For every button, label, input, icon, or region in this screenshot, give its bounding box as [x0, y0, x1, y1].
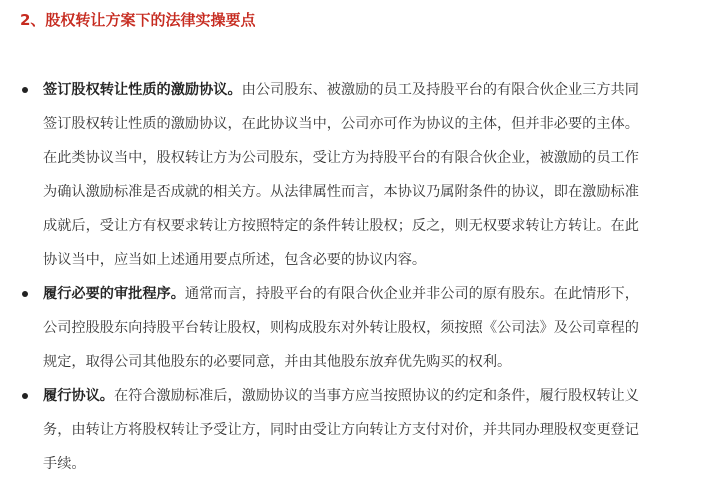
- item-line: [43, 283, 639, 305]
- item-text: 由公司股东、被激励的员工及持股平台的有限合伙企业三方共同: [241, 82, 639, 98]
- item-line: 在此类协议当中，股权转让方为公司股东，受让方为持股平台的有限合伙企业，被激励的员工作: [43, 150, 639, 166]
- item-title: 履行必要的审批程序。: [43, 286, 185, 302]
- item-line: 手续。: [43, 456, 86, 472]
- item-line: 签订股权转让性质的激励协议，在此协议当中，公司亦可作为协议的主体，但并非必要的主体。: [43, 116, 639, 132]
- item-line: 协议当中，应当如上述通用要点所述，包含必要的协议内容。: [43, 252, 427, 268]
- bullet-icon: [22, 87, 28, 93]
- item-line: 为确认激励标准是否成就的相关方。从法律属性而言，本协议乃属附条件的协议，即在激励标准: [43, 184, 639, 200]
- item-title: 签订股权转让性质的激励协议。: [43, 82, 242, 98]
- item-title: 履行协议。: [43, 388, 114, 404]
- item-text: 在符合激励标准后，激励协议的当事方应当按照协议的约定和条件，履行股权转让义: [113, 388, 639, 404]
- section-heading: 2、股权转让方案下的法律实操要点: [20, 11, 256, 29]
- item-text: 通常而言，持股平台的有限合伙企业并非公司的原有股东。在此情形下，: [184, 286, 639, 302]
- item-line: 规定，取得公司其他股东的必要同意，并由其他股东放弃优先购买的权利。: [43, 354, 512, 370]
- item-line: 公司控股股东向持股平台转让股权，则构成股东对外转让股权，须按照《公司法》及公司章程的: [43, 320, 639, 336]
- item-line: [43, 79, 639, 101]
- item-line: [43, 385, 639, 407]
- bullet-icon: [22, 393, 28, 399]
- item-line: 务，由转让方将股权转让予受让方，同时由受让方向转让方支付对价，并共同办理股权变更登记: [43, 422, 639, 438]
- item-line: 成就后，受让方有权要求转让方按照特定的条件转让股权；反之，则无权要求转让方转让。在此: [43, 218, 639, 234]
- bullet-icon: [22, 291, 28, 297]
